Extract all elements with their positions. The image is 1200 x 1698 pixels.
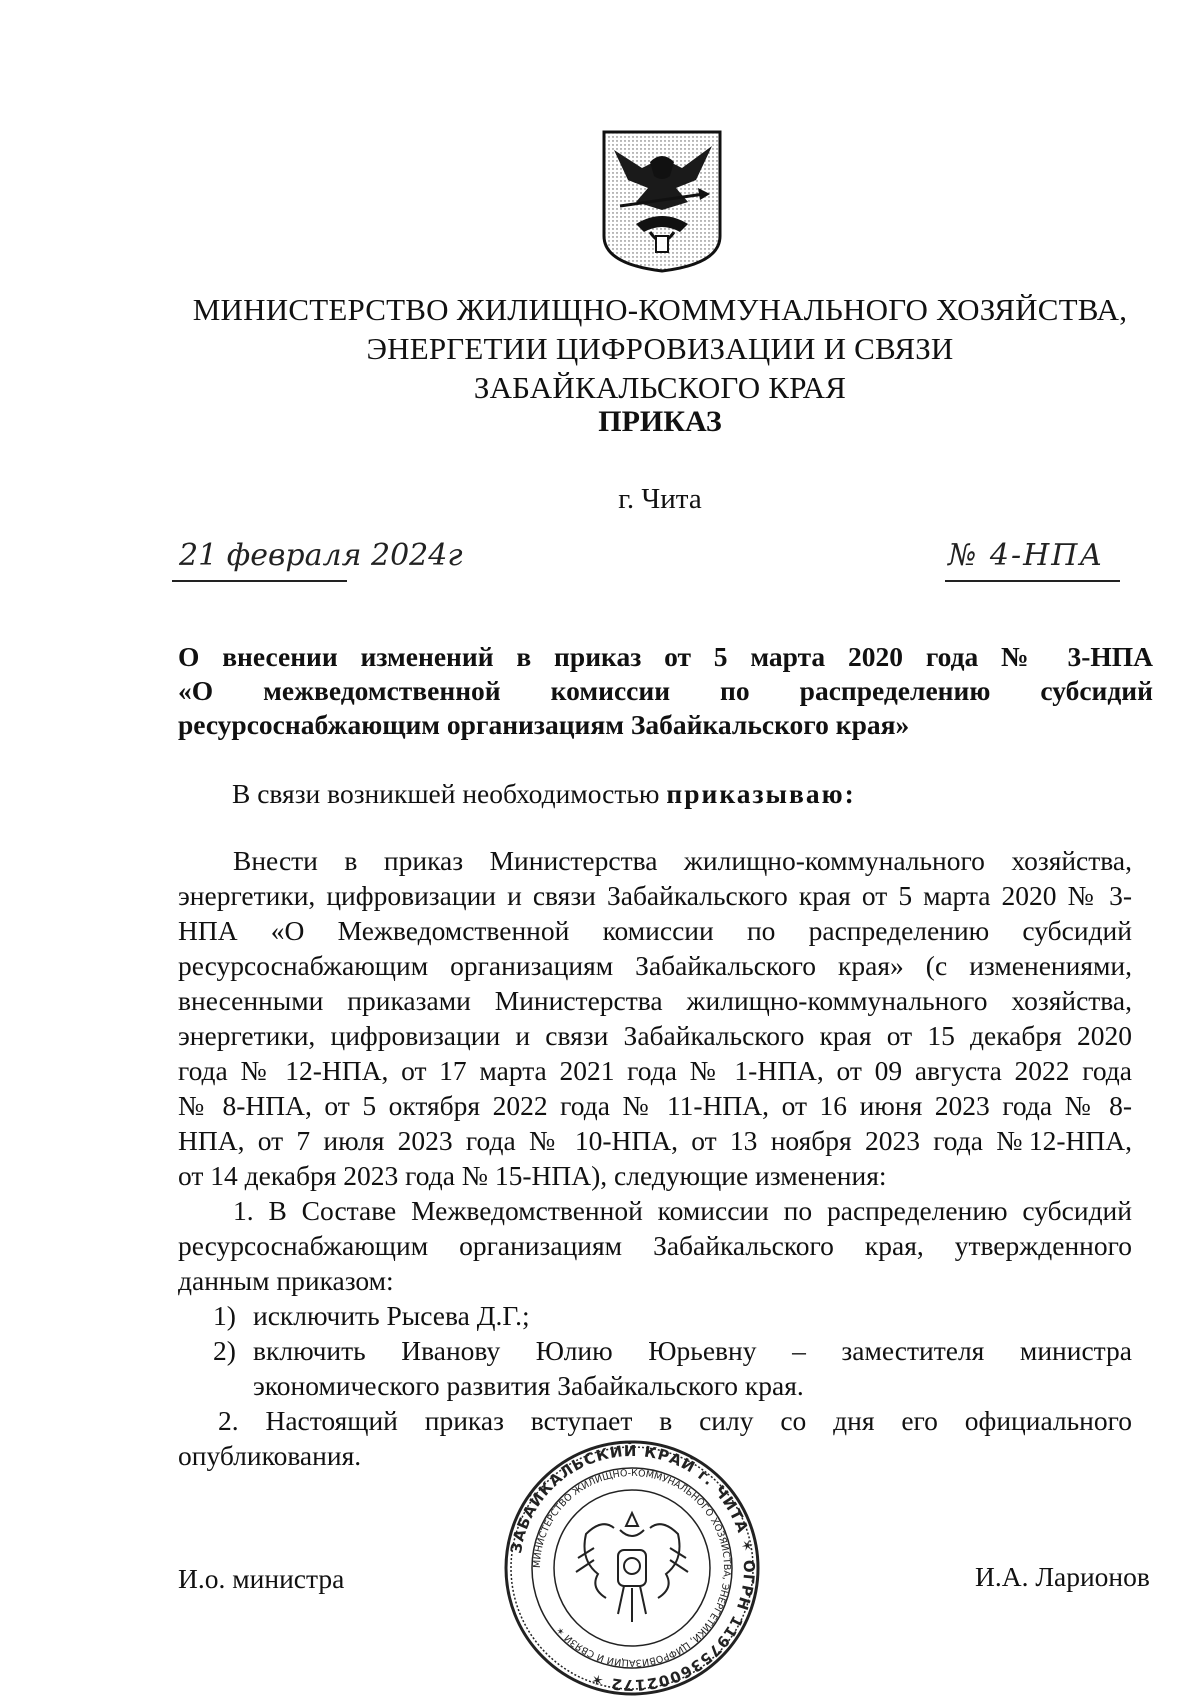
list-item-number: 2) [213,1335,236,1366]
subject-line: ресурсоснабжающим организациям Забайкальского края» [178,709,910,740]
paragraph-main [178,843,1132,1193]
intro-order-word: приказываю: [666,778,856,809]
text-line: ресурсоснабжающим организациям Забайкальского края, утвержденного [178,1230,1132,1261]
signatory-name: И.А. Ларионов [975,1561,1150,1592]
document-subject [178,640,1153,742]
text-line: 2. Настоящий приказ вступает в силу со дня его официального [218,1405,1132,1436]
text-line: энергетики, цифровизации и связи Забайкальского края от 15 декабря 2020 [178,1020,1132,1051]
text-line: энергетики, цифровизации и связи Забайкальского края от 5 марта 2020 № 3- [178,880,1132,911]
signatory-position: И.о. министра [178,1563,345,1594]
subject-line: «О межведомственной комиссии по распределению субсидий [178,675,1153,706]
ministry-name-line-1: МИНИСТЕРСТВО ЖИЛИЩНО-КОММУНАЛЬНОГО ХОЗЯЙСТВА, [192,292,1128,327]
text-line: опубликования. [178,1440,362,1471]
subject-line: О внесении изменений в приказ от 5 марта 2020 года № 3-НПА [178,641,1153,672]
list-item-text: включить Иванову Юлию Юрьевну – заместителя министра [253,1335,1132,1366]
official-seal-stamp [502,1438,762,1698]
ministry-name-line-2: ЭНЕРГЕТИИ ЦИФРОВИЗАЦИИ И СВЯЗИ [366,331,954,366]
text-line: года № 12-НПА, от 17 марта 2021 года № 1-НПА, от 09 августа 2022 года [178,1055,1132,1086]
text-line: НПА, от 7 июля 2023 года № 10-НПА, от 13 ноября 2023 года №12-НПА, [178,1125,1132,1156]
svg-text:МИНИСТЕРСТВО ЖИЛИЩНО-КОММУНАЛЬ: МИНИСТЕРСТВО ЖИЛИЩНО-КОММУНАЛЬНОГО ХОЗЯЙСТВА, ЭНЕРГЕТИКИ, ЦИФРОВИЗАЦИИ И СВЯЗИ ✶ [531,1467,733,1669]
date-underline [172,580,347,582]
city: г. Чита [618,483,702,515]
list-item-text: исключить Рысева Д.Г.; [253,1300,530,1331]
text-line: НПА «О Межведомственной комиссии по распределению субсидий [178,915,1132,946]
handwritten-date: 21 февраля 2024г [179,538,463,573]
list-item-text: экономического развития Забайкальского края. [253,1370,804,1401]
handwritten-number: № 4-НПА [948,538,1105,573]
ministry-name-line-3: ЗАБАЙКАЛЬСКОГО КРАЯ [473,370,847,405]
text-line: ресурсоснабжающим организациям Забайкальского края» (с изменениями, [178,950,1132,981]
intro-text [232,778,856,810]
list-item [178,1333,1132,1403]
document-type: ПРИКАЗ [598,405,722,438]
text-line: внесенными приказами Министерства жилищно-коммунального хозяйства, [178,985,1132,1016]
coat-of-arms-emblem [600,128,724,274]
paragraph-point-1 [178,1193,1132,1298]
text-line: данным приказом: [178,1265,394,1296]
text-line: № 8-НПА, от 5 октября 2022 года № 11-НПА, от 16 июня 2023 года № 8- [178,1090,1132,1121]
list-item [178,1298,1132,1333]
text-line: Внести в приказ Министерства жилищно-коммунального хозяйства, [233,845,1132,876]
intro-clause: В связи возникшей необходимостью [232,778,660,809]
svg-text:ЗАБАЙКАЛЬСКИЙ КРАЙ г. ЧИТА ✶ О: ЗАБАЙКАЛЬСКИЙ КРАЙ г. ЧИТА ✶ ОГРН 1197536002172 ✶ [506,1441,759,1695]
number-underline [945,580,1120,582]
document-body [178,843,1132,1473]
list-item-number: 1) [213,1300,236,1331]
text-line: 1. В Составе Межведомственной комиссии по распределению субсидий [233,1195,1132,1226]
text-line: от 14 декабря 2023 года № 15-НПА), следующие изменения: [178,1160,887,1191]
